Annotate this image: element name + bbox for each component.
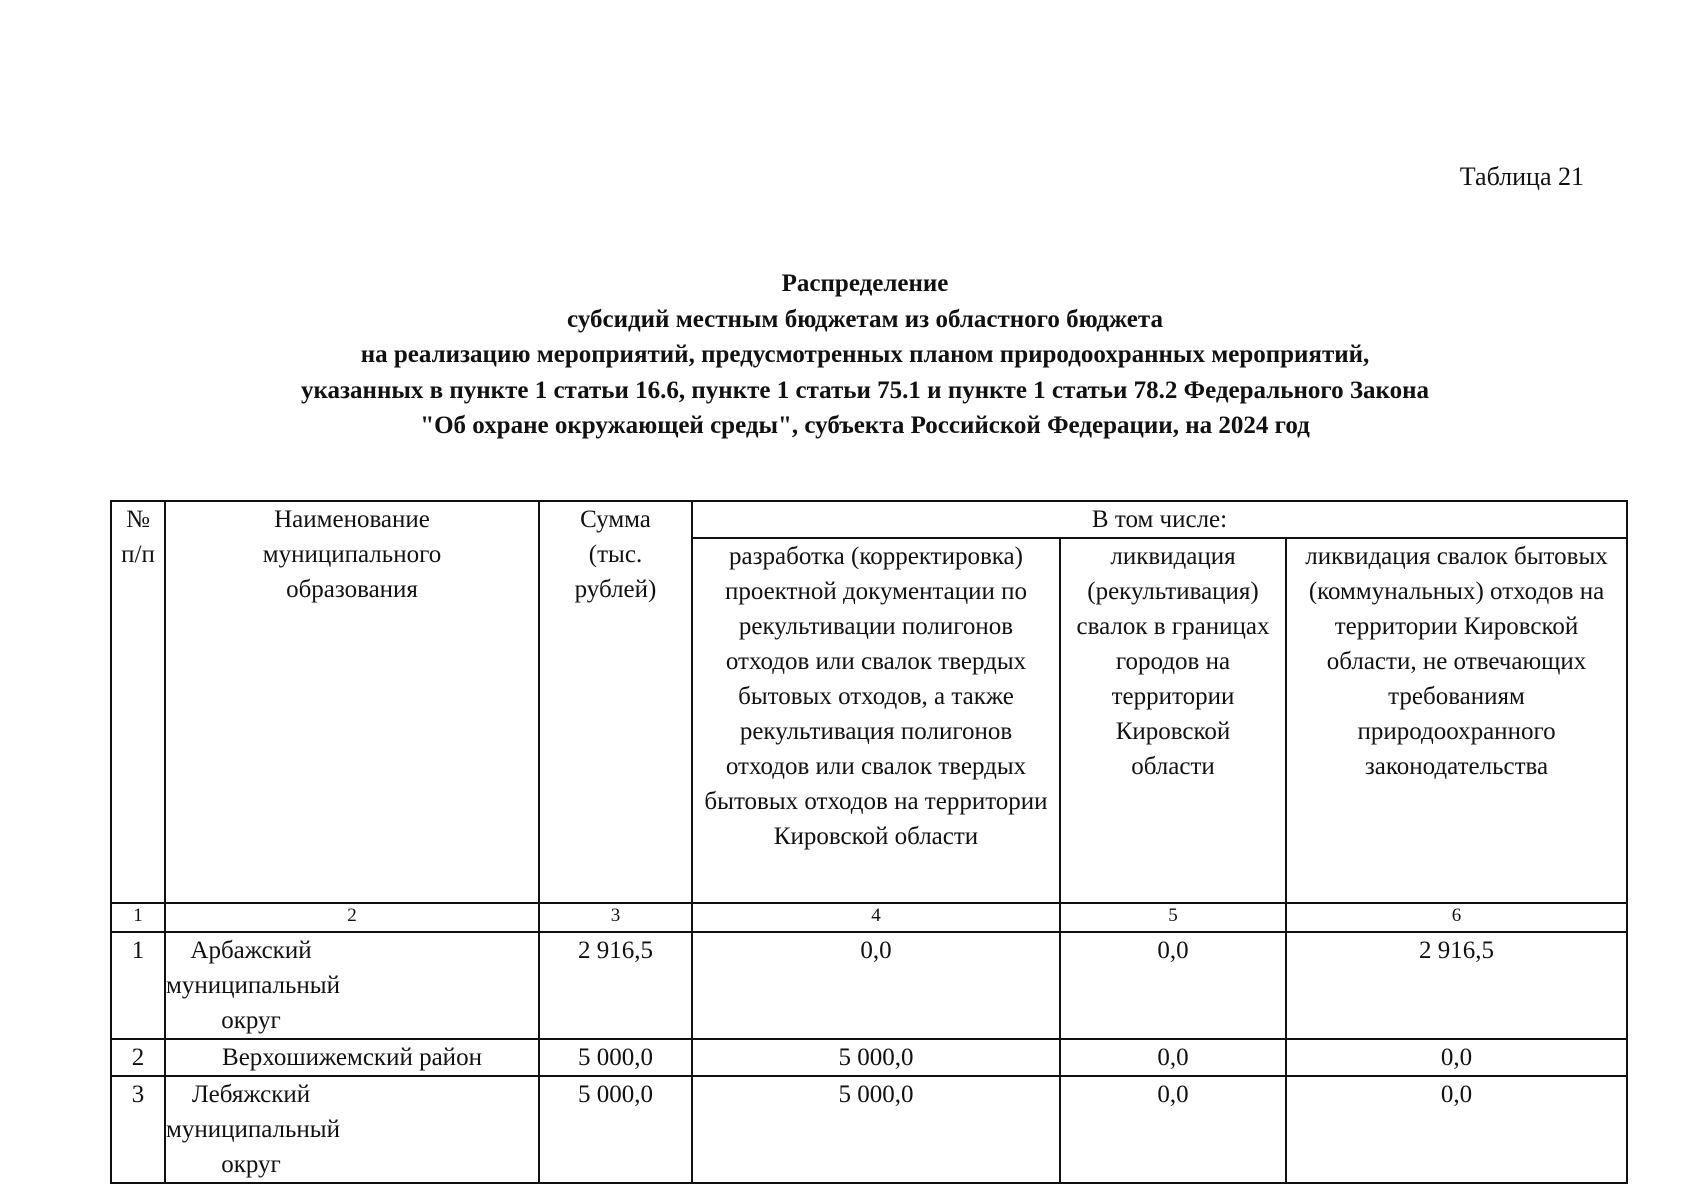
- column-number-row: [111, 903, 1627, 932]
- header-num-text: № п/п: [121, 506, 155, 568]
- column-number: 5: [1060, 903, 1286, 932]
- column-number: 6: [1286, 903, 1627, 932]
- row-col6: 0,0: [1286, 1039, 1627, 1076]
- header-col5: [1060, 538, 1286, 903]
- table-row: [111, 1076, 1627, 1183]
- column-number: 1: [111, 903, 165, 932]
- row-name: Верхошижемский район: [165, 1039, 539, 1076]
- header-sum-text: Сумма (тыс. рублей): [574, 506, 657, 603]
- header-including: В том числе:: [692, 501, 1627, 538]
- header-name: [165, 501, 539, 903]
- column-number: 2: [165, 903, 539, 932]
- row-num: 1: [111, 932, 165, 1039]
- column-number: 3: [539, 903, 692, 932]
- row-col6: 0,0: [1286, 1076, 1627, 1183]
- row-col5: 0,0: [1060, 1039, 1286, 1076]
- row-col5: 0,0: [1060, 1076, 1286, 1183]
- row-col6: 2 916,5: [1286, 932, 1627, 1039]
- row-sum: 2 916,5: [539, 932, 692, 1039]
- row-num: 3: [111, 1076, 165, 1183]
- row-name-text: Арбажский муниципальный округ: [166, 937, 340, 1034]
- row-col4: 5 000,0: [692, 1076, 1060, 1183]
- row-col4: 5 000,0: [692, 1039, 1060, 1076]
- header-name-text: Наименование муниципального образования: [262, 506, 442, 603]
- header-col4: [692, 538, 1060, 903]
- row-name: [165, 932, 539, 1039]
- column-number: 4: [692, 903, 1060, 932]
- document-title: [0, 266, 1695, 444]
- header-col6: [1286, 538, 1627, 903]
- table-row: [111, 1039, 1627, 1076]
- row-name-text: Лебяжский муниципальный округ: [166, 1081, 340, 1178]
- header-num: [111, 501, 165, 903]
- row-num: 2: [111, 1039, 165, 1076]
- title-line-2: субсидий местным бюджетам из областного бюджета: [567, 305, 1163, 333]
- subsidy-table: [110, 500, 1628, 1184]
- row-col5: 0,0: [1060, 932, 1286, 1039]
- table-row: [111, 932, 1627, 1039]
- row-sum: 5 000,0: [539, 1039, 692, 1076]
- title-line-4: указанных в пункте 1 статьи 16.6, пункте 1 статьи 75.1 и пункте 1 статьи 78.2 Федерального Закона: [300, 376, 1430, 404]
- table-number-label: Таблица 21: [1459, 162, 1584, 191]
- row-sum: 5 000,0: [539, 1076, 692, 1183]
- header-col5-text: ликвидация (рекультивация) свалок в границах городов на территории Кировской области: [1076, 543, 1270, 780]
- header-row: [111, 501, 1627, 538]
- title-line-5: "Об охране окружающей среды", субъекта Российской Федерации, на 2024 год: [420, 412, 1310, 439]
- row-col4: 0,0: [692, 932, 1060, 1039]
- header-sum: [539, 501, 692, 903]
- header-col6-text: ликвидация свалок бытовых (коммунальных) отходов на территории Кировской области, не отвечающих требованиям природоохранного законодательства: [1305, 543, 1608, 780]
- title-line-1: Распределение: [781, 270, 949, 297]
- title-line-3: на реализацию мероприятий, предусмотренных планом природоохранных мероприятий,: [360, 341, 1370, 368]
- header-col4-text: разработка (корректировка) проектной документации по рекультивации полигонов отходов или свалок твердых бытовых отходов, а также рекультивация полигонов отходов или свалок твердых бытовых отходов на территории Кировской области: [704, 543, 1048, 850]
- row-name: [165, 1076, 539, 1183]
